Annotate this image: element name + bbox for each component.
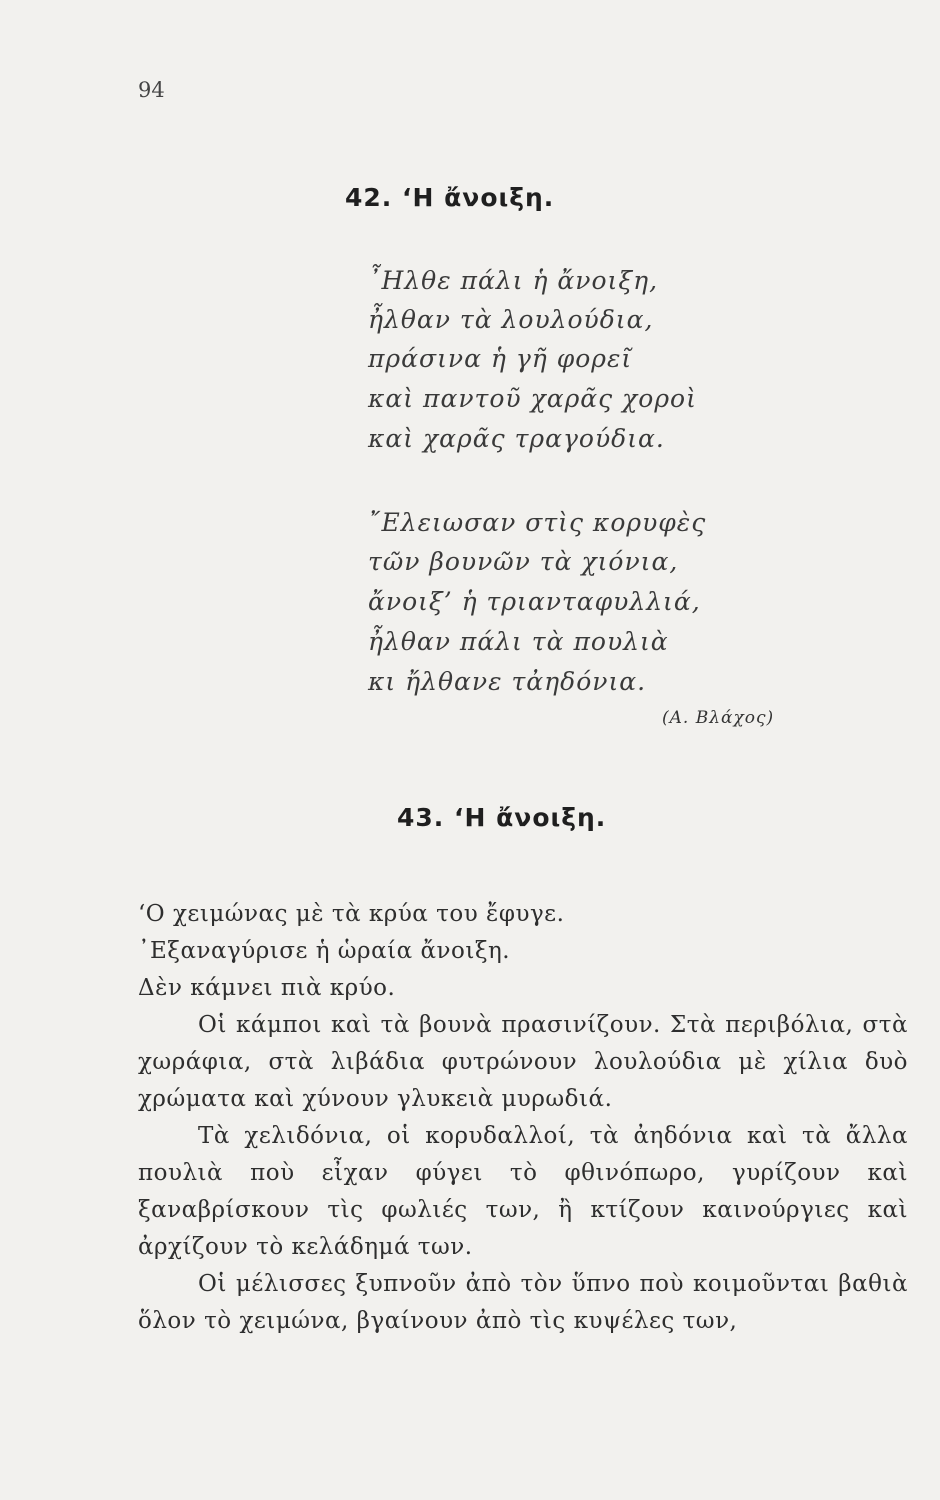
poem-line: κι ἤλθανε τἀηδόνια.	[368, 667, 647, 696]
poem-line: καὶ παντοῦ χαρᾶς χοροὶ	[368, 384, 697, 413]
prose-body	[138, 896, 908, 1340]
poem-line: ῏Ηλθε πάλι ἡ ἄνοιξη,	[368, 266, 659, 295]
paragraph: Τὰ χελιδόνια, οἱ κορυδαλλοί, τὰ ἀηδόνια καὶ τὰ ἄλλα πουλιὰ ποὺ εἶχαν φύγει τὸ φθινόπωρο, γυρίζουν καὶ ξαναβρίσκουν τὶς φωλιές των, ἢ κτίζουν καινούργιες καὶ ἀρχίζουν τὸ κελάδημά των.	[138, 1123, 908, 1260]
poem-line: ἄνοιξ’ ἡ τριανταφυλλιά,	[368, 587, 701, 616]
poem-line: καὶ χαρᾶς τραγούδια.	[368, 424, 665, 453]
poem-line: ῎Ελειωσαν στὶς κορυφὲς	[368, 508, 707, 537]
poem-title: 42. ‘Η ἄνοιξη.	[345, 183, 555, 212]
poem-line: ἦλθαν τὰ λουλούδια,	[368, 305, 654, 334]
paragraph: Οἱ κάμποι καὶ τὰ βουνὰ πρασινίζουν. Στὰ περιβόλια, στὰ χωράφια, στὰ λιβάδια φυτρώνουν λουλούδια μὲ χίλια δυὸ χρώματα καὶ χύνουν γλυκειὰ μυρωδιά.	[138, 1012, 908, 1112]
poem-line: πράσινα ἡ γῆ φορεῖ	[368, 344, 633, 373]
poem-line: ἦλθαν πάλι τὰ πουλιὰ	[368, 627, 669, 656]
prose-line: ᾿Εξαναγύρισε ἡ ὡραία ἄνοιξη.	[138, 938, 511, 964]
poem-line: τῶν βουνῶν τὰ χιόνια,	[368, 547, 679, 576]
prose-line: ‘Ο χειμώνας μὲ τὰ κρύα του ἔφυγε.	[138, 901, 565, 927]
page-number: 94	[138, 78, 165, 102]
prose-line: Δὲν κάμνει πιὰ κρύο.	[138, 975, 396, 1001]
paragraph: Οἱ μέλισσες ξυπνοῦν ἀπὸ τὸν ὕπνο ποὺ κοιμοῦνται βαθιὰ ὅλον τὸ χειμώνα, βγαίνουν ἀπὸ τὶς κυψέλες των,	[138, 1271, 908, 1334]
author-signature: (Α. Βλάχος)	[662, 708, 775, 728]
section-title: 43. ‘Η ἄνοιξη.	[397, 803, 607, 832]
